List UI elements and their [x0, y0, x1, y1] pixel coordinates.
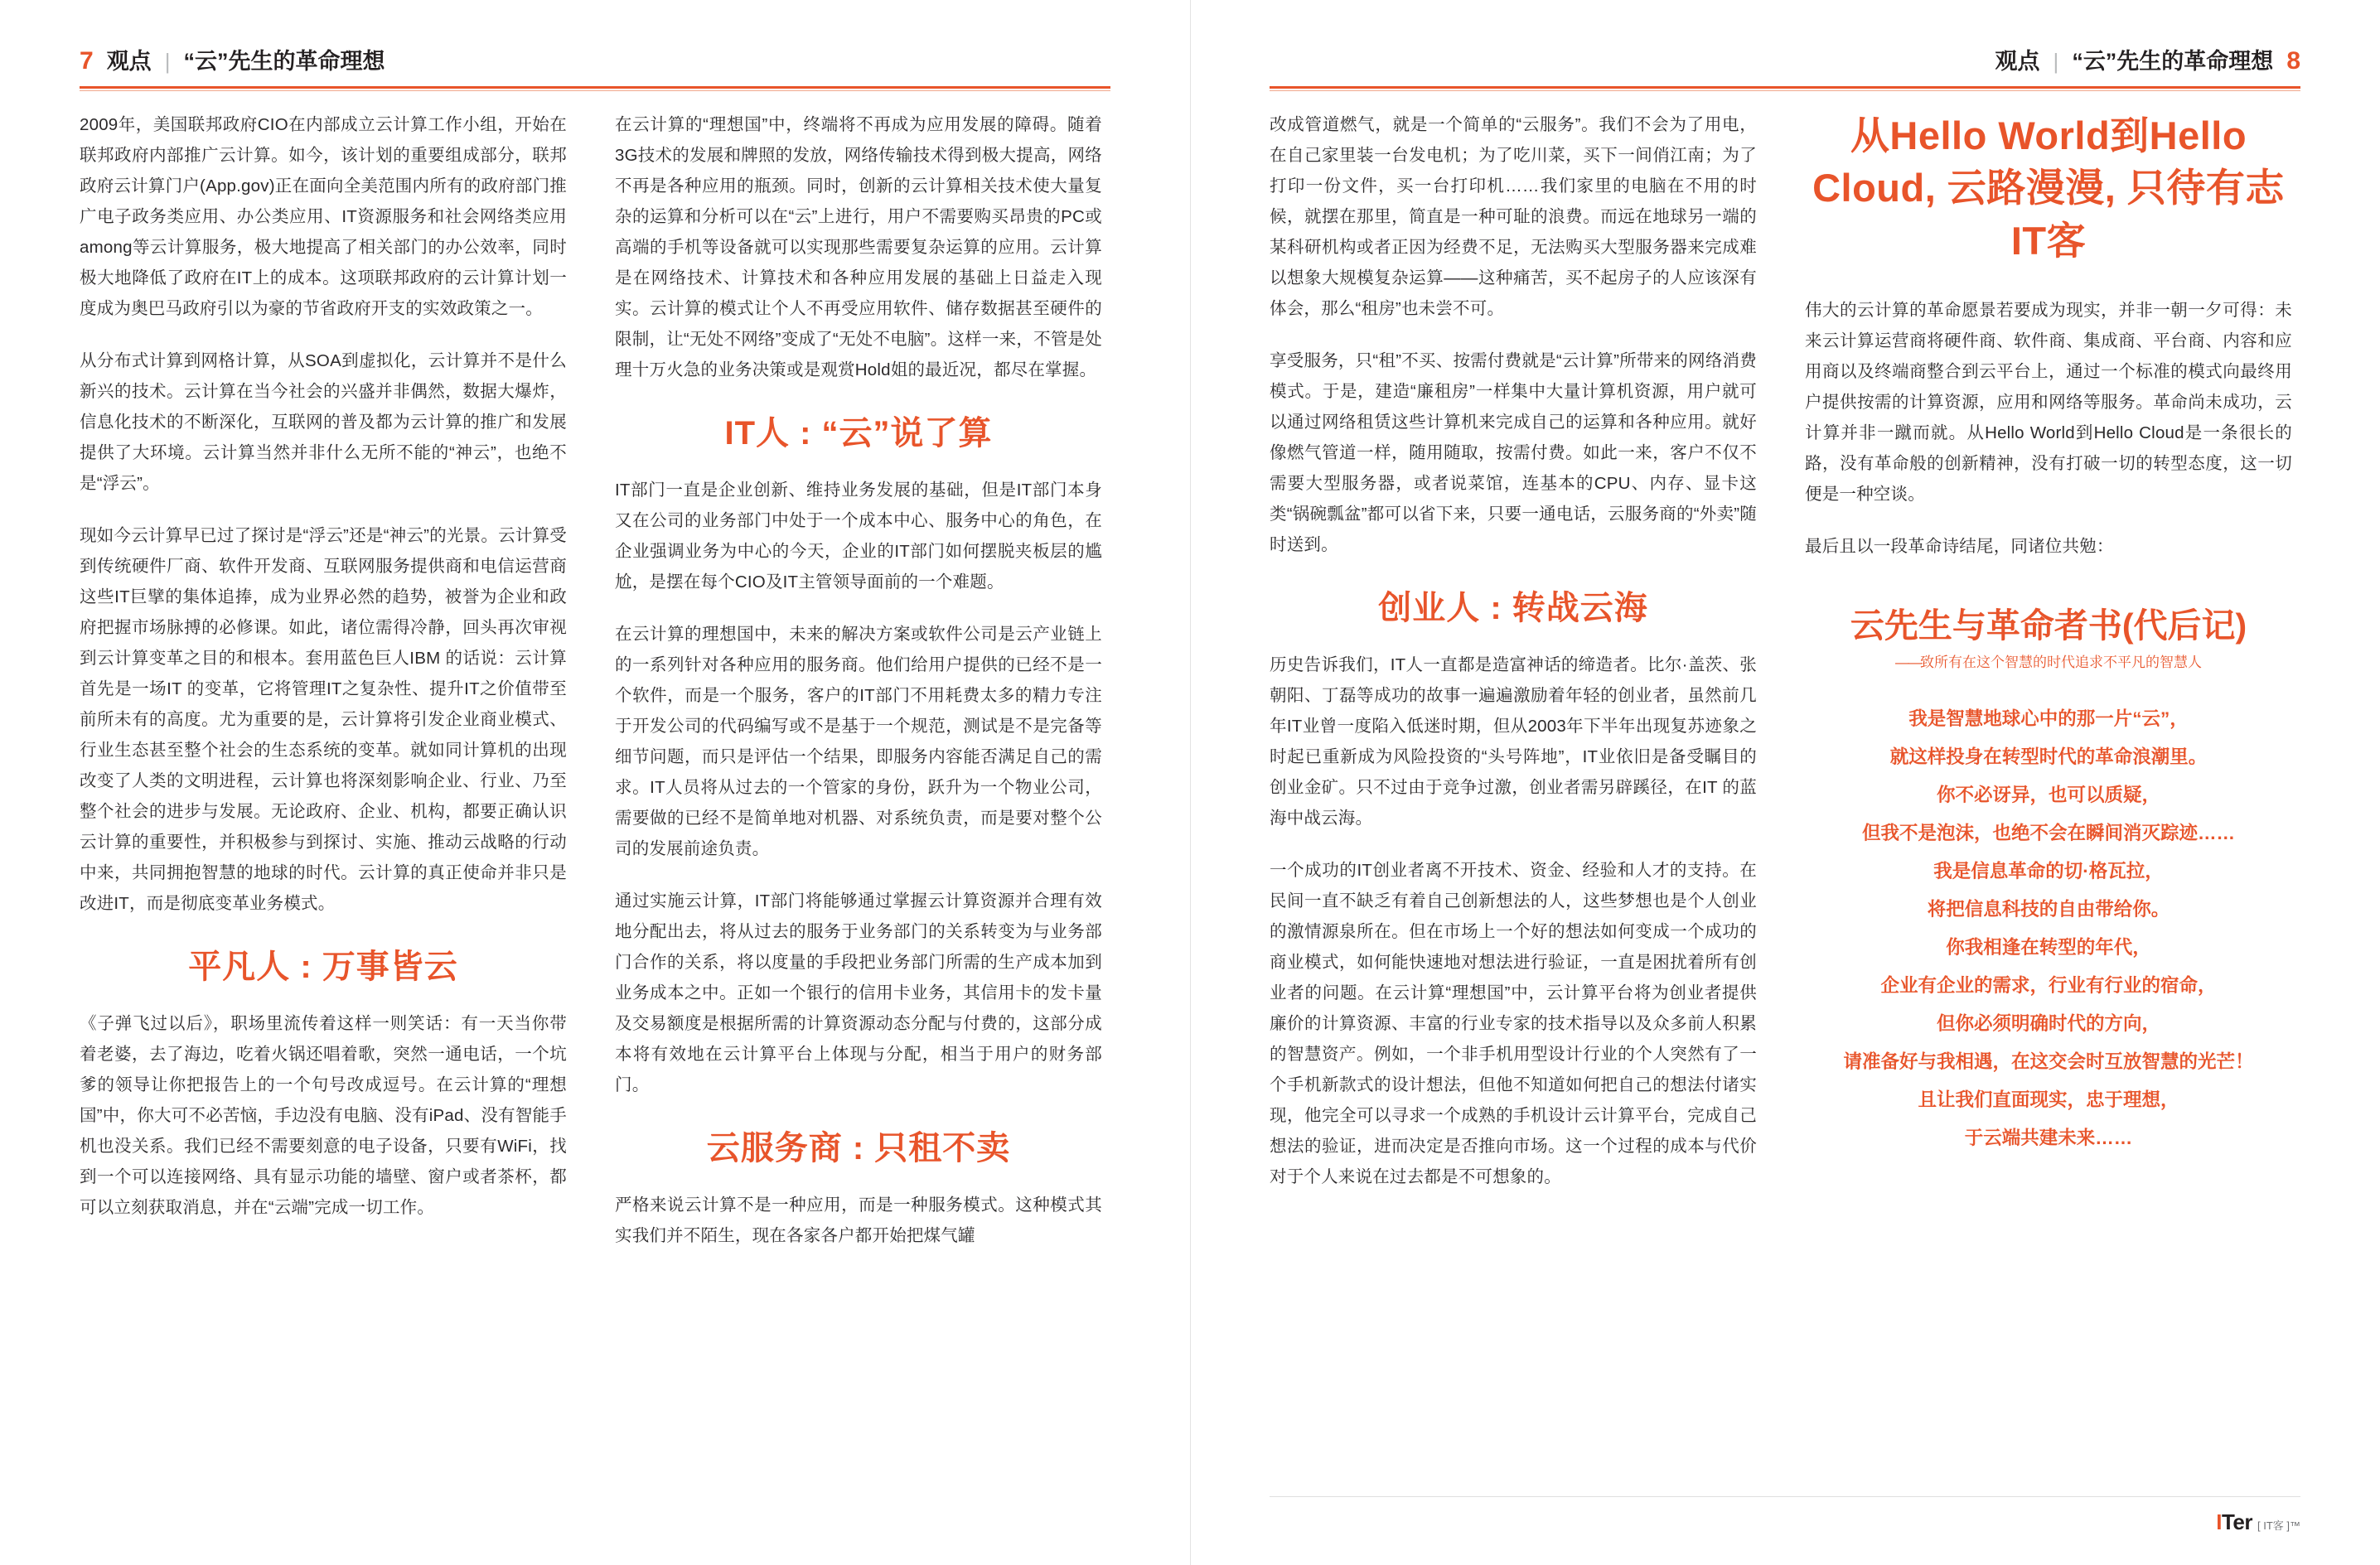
- paragraph: 改成管道燃气，就是一个简单的“云服务”。我们不会为了用电，在自己家里装一台发电机；为了吃川菜，买下一间俏江南；为了打印一份文件，买一台打印机……我们家里的电脑在不用的时候，就摆在那里，简直是一种可耻的浪费。而远在地球另一端的某科研机构或者正因为经费不足，无法购买大型服务器来完成难以想象大规模复杂运算——这种痛苦，买不起房子的人应该深有体会，那么“租房”也未尝不可。: [1270, 115, 1757, 318]
- paragraph: 通过实施云计算，IT部门将能够通过掌握云计算资源并合理有效地分配出去，将从过去的服务于业务部门的关系转变为与业务部门合作的关系，将以度量的手段把业务部门所需的生产成本加到业务成本之中。正如一个银行的信用卡业务，其信用卡的发卡量及交易额度是根据所需的计算资源动态分配与付费的，这部分成本将有效地在云计算平台上体现与分配，相当于用户的财务部门。: [615, 891, 1102, 1094]
- poem-line: 于云端共建未来……: [1964, 1128, 2133, 1149]
- poem-line: 企业有企业的需求，行业有行业的宿命，: [1880, 975, 2217, 997]
- section-heading-it-people: IT人 : “云”说了算: [724, 415, 993, 452]
- running-head-separator-left: |: [164, 49, 171, 74]
- poem-subtitle: [1805, 653, 2292, 673]
- paragraph: IT部门一直是企业创新、维持业务发展的基础，但是IT部门本身又在公司的业务部门中处于一个成本中心、服务中心的角色，在企业强调业务为中心的今天，企业的IT部门如何摆脱夹板层的尴尬，是摆在每个CIO及IT主管领导面前的一个难题。: [615, 481, 1102, 592]
- poem-line: 我是信息革命的切·格瓦拉，: [1933, 861, 2164, 882]
- running-head-separator-right: |: [2053, 49, 2059, 74]
- logo-subtitle: [ IT客 ]™: [2257, 1519, 2300, 1532]
- running-head-category-right: 观点: [1995, 49, 2040, 74]
- section-heading-cloud-provider: 云服务商 : 只租不卖: [706, 1130, 1011, 1167]
- running-head-right: [1995, 43, 2300, 75]
- paragraph: 历史告诉我们，IT人一直都是造富神话的缔造者。比尔·盖茨、张朝阳、丁磊等成功的故事一遍遍激励着年轻的创业者，虽然前几年IT业曾一度陷入低迷时期，但从2003年下半年出现复苏迹象之时起已重新成为风险投资的“头号阵地”，IT业依旧是备受瞩目的创业金矿。只不过由于竞争过激，创业者需另辟蹊径，在IT 的蓝海中战云海。: [1270, 655, 1757, 828]
- poem-line: 请准备好与我相遇，在这交会时互放智慧的光芒！: [1843, 1051, 2254, 1073]
- running-head-category-left: 观点: [106, 49, 152, 74]
- header-rule-left: [80, 86, 1110, 89]
- paragraph: 伟大的云计算的革命愿景若要成为现实，并非一朝一夕可得：未来云计算运营商将硬件商、软件商、集成商、平台商、内容和应用商以及终端商整合到云平台上，通过一个标准的模式向最终用户提供按需的计算资源，应用和网络等服务。革命尚未成功，云计算并非一蹴而就。从Hello World到Hello Cloud是一条很长的路，没有革命般的创新精神，没有打破一切的转型态度，这一切便是一种空谈。: [1805, 301, 2292, 505]
- running-head-left: [80, 43, 385, 75]
- paragraph: 在云计算的理想国中，未来的解决方案或软件公司是云产业链上的一系列针对各种应用的服务商。他们给用户提供的已经不是一个软件，而是一个服务，客户的IT部门不用耗费太多的精力专注于开发公司的代码编写或不是基于一个规范，测试是不是完备等细节问题，而只是评估一个结果，即服务内容能否满足自己的需求。IT人员将从过去的一个管家的身份，跃升为一个物业公司，需要做的已经不是简单地对机器、对系统负责，而是要对整个公司的发展前途负责。: [615, 625, 1102, 858]
- poem: [1805, 700, 2292, 1157]
- folio-left: 7: [80, 47, 94, 75]
- section-heading-ordinary-people: 平凡人 : 万事皆云: [188, 949, 458, 985]
- magazine-logo: [2216, 1509, 2300, 1535]
- poem-subtitle-text: 致所有在这个智慧的时代追求不平凡的智慧人: [1920, 654, 2202, 670]
- running-head-title-right: “云”先生的革命理想: [2072, 49, 2274, 74]
- header-rule-thin-left: [80, 90, 1110, 91]
- poem-title: 云先生与革命者书(代后记): [1850, 606, 2247, 645]
- left-column-1: [80, 109, 567, 1474]
- right-page: [1190, 0, 2380, 1565]
- paragraph: 享受服务，只“租”不买、按需付费就是“云计算”所带来的网络消费模式。于是，建造“廉租房”一样集中大量计算机资源，用户就可以通过网络租赁这些计算机来完成自己的运算和各种应用。就好像燃气管道一样，随用随取，按需付费。如此一来，客户不仅不需要大型服务器，或者说菜馆，连基本的CPU、内存、显卡这类“锅碗瓢盆”都可以省下来，只要一通电话，云服务商的“外卖”随时送到。: [1270, 351, 1757, 554]
- right-column-1: [1270, 109, 1757, 1474]
- right-page-columns: [1270, 109, 2300, 1474]
- poem-line: 但我不是泡沫，也绝不会在瞬间消灭踪迹……: [1861, 823, 2235, 844]
- feature-title: 从Hello World到Hello Cloud, 云路漫漫, 只待有志IT客: [1812, 114, 2285, 263]
- left-page-columns: [80, 109, 1110, 1474]
- poem-subtitle-dash: ——: [1895, 654, 1920, 670]
- folio-right: 8: [2286, 47, 2300, 75]
- paragraph: 《子弹飞过以后》，职场里流传着这样一则笑话：有一天当你带着老婆，去了海边，吃着火锅还唱着歌，突然一通电话，一个坑爹的领导让你把报告上的一个句号改成逗号。在云计算的“理想国”中，你大可不必苦恼，手边没有电脑、没有iPad、没有智能手机也没关系。我们已经不需要刻意的电子设备，只要有WiFi，找到一个可以连接网络、具有显示功能的墙壁、窗户或者茶杯，都可以立刻获取消息，并在“云端”完成一切工作。: [80, 1014, 567, 1217]
- paragraph: 在云计算的“理想国”中，终端将不再成为应用发展的障碍。随着3G技术的发展和牌照的发放，网络传输技术得到极大提高，网络不再是各种应用的瓶颈。同时，创新的云计算相关技术使大量复杂的运算和分析可以在“云”上进行，用户不需要购买昂贵的PC或高端的手机等设备就可以实现那些需要复杂运算的应用。云计算是在网络技术、计算技术和各种应用发展的基础上日益走入现实。云计算的模式让个人不再受应用软件、储存数据甚至硬件的限制，让“无处不网络”变成了“无处不电脑”。这样一来，不管是处理十万火急的业务决策或是观赏Hold姐的最近况，都尽在掌握。: [615, 115, 1102, 379]
- paragraph: 2009年，美国联邦政府CIO在内部成立云计算工作小组，开始在联邦政府内部推广云计算。如今，该计划的重要组成部分，联邦政府云计算门户(App.gov)正在面向全美范围内所有的政府部门推广电子政务类应用、办公类应用、IT资源服务和社会网络类应用among等云计算服务，极大地提高了相关部门的办公效率，同时极大地降低了政府在IT上的成本。这项联邦政府的云计算计划一度成为奥巴马政府引以为豪的节省政府开支的实效政策之一。: [80, 115, 567, 318]
- paragraph: 现如今云计算早已过了探讨是“浮云”还是“神云”的光景。云计算受到传统硬件厂商、软件开发商、互联网服务提供商和电信运营商这些IT巨擘的集体追捧，成为业界必然的趋势，被誉为企业和政府把握市场脉搏的必修课。如此，诸位需得冷静，回头再次审视到云计算变革之目的和根本。套用蓝色巨人IBM 的话说：云计算首先是一场IT 的变革，它将管理IT之复杂性、提升IT之价值带至前所未有的高度。尤为重要的是，云计算将引发企业商业模式、行业生态甚至整个社会的生态系统的变革。就如同计算机的出现改变了人类的文明进程，云计算也将深刻影响企业、行业、乃至整个社会的进步与发展。无论政府、企业、机构，都要正确认识云计算的重要性，并积极参与到探讨、实施、推动云战略的行动中来，共同拥抱智慧的地球的时代。云计算的真正使命并非只是改进IT，而是彻底变革业务模式。: [80, 526, 567, 913]
- right-column-2: [1805, 109, 2292, 1474]
- paragraph: 一个成功的IT创业者离不开技术、资金、经验和人才的支持。在民间一直不缺乏有着自己创新想法的人，这些梦想也是个人创业的激情源泉所在。但在市场上一个好的想法如何变成一个成功的商业模式，如何能快速地对想法进行验证，一直是困扰着所有创业者的问题。在云计算“理想国”中，云计算平台将为创业者提供廉价的计算资源、丰富的行业专家的技术指导以及众多前人积累的智慧资产。例如，一个非手机用型设计行业的个人突然有了一个手机新款式的设计想法，但他不知道如何把自己的想法付诸实现，他完全可以寻求一个成熟的手机设计云计算平台，完成自己想法的验证，进而决定是否推向市场。这一个过程的成本与代价对于个人来说在过去都是不可想象的。: [1270, 861, 1757, 1186]
- paragraph: 最后且以一段革命诗结尾，同诸位共勉：: [1805, 537, 2114, 557]
- poem-line: 我是智慧地球心中的那一片“云”，: [1908, 708, 2189, 730]
- left-column-2: [615, 109, 1102, 1474]
- poem-line: 你不必讶异，也可以质疑，: [1936, 785, 2160, 806]
- section-heading-entrepreneur: 创业人 : 转战云海: [1378, 590, 1648, 626]
- logo-text: [2216, 1509, 2252, 1535]
- poem-line: 且让我们直面现实，忠于理想，: [1918, 1089, 2179, 1111]
- header-rule-right: [1270, 86, 2300, 89]
- poem-line: 将把信息科技的自由带给你。: [1927, 899, 2170, 920]
- poem-line: 但你必须明确时代的方向，: [1936, 1013, 2160, 1035]
- header-rule-thin-right: [1270, 90, 2300, 91]
- paragraph: 从分布式计算到网格计算，从SOA到虚拟化，云计算并不是什么新兴的技术。云计算在当今社会的兴盛并非偶然，数据大爆炸，信息化技术的不断深化，互联网的普及都为云计算的推广和发展提供了大环境。云计算当然并非什么无所不能的“神云”，也绝不是“浮云”。: [80, 351, 567, 493]
- logo-rest: Ter: [2221, 1509, 2252, 1534]
- paragraph: 严格来说云计算不是一种应用，而是一种服务模式。这种模式其实我们并不陌生，现在各家各户都开始把煤气罐: [615, 1195, 1102, 1245]
- page-gutter-divider: [1190, 0, 1191, 1565]
- running-head-title-left: “云”先生的革命理想: [183, 49, 385, 74]
- footer-rule: [1270, 1496, 2300, 1497]
- poem-line: 就这样投身在转型时代的革命浪潮里。: [1889, 746, 2208, 768]
- poem-line: 你我相逢在转型的年代，: [1946, 937, 2151, 959]
- feature-body: [1805, 295, 2292, 562]
- logo-initial: I: [2216, 1509, 2222, 1534]
